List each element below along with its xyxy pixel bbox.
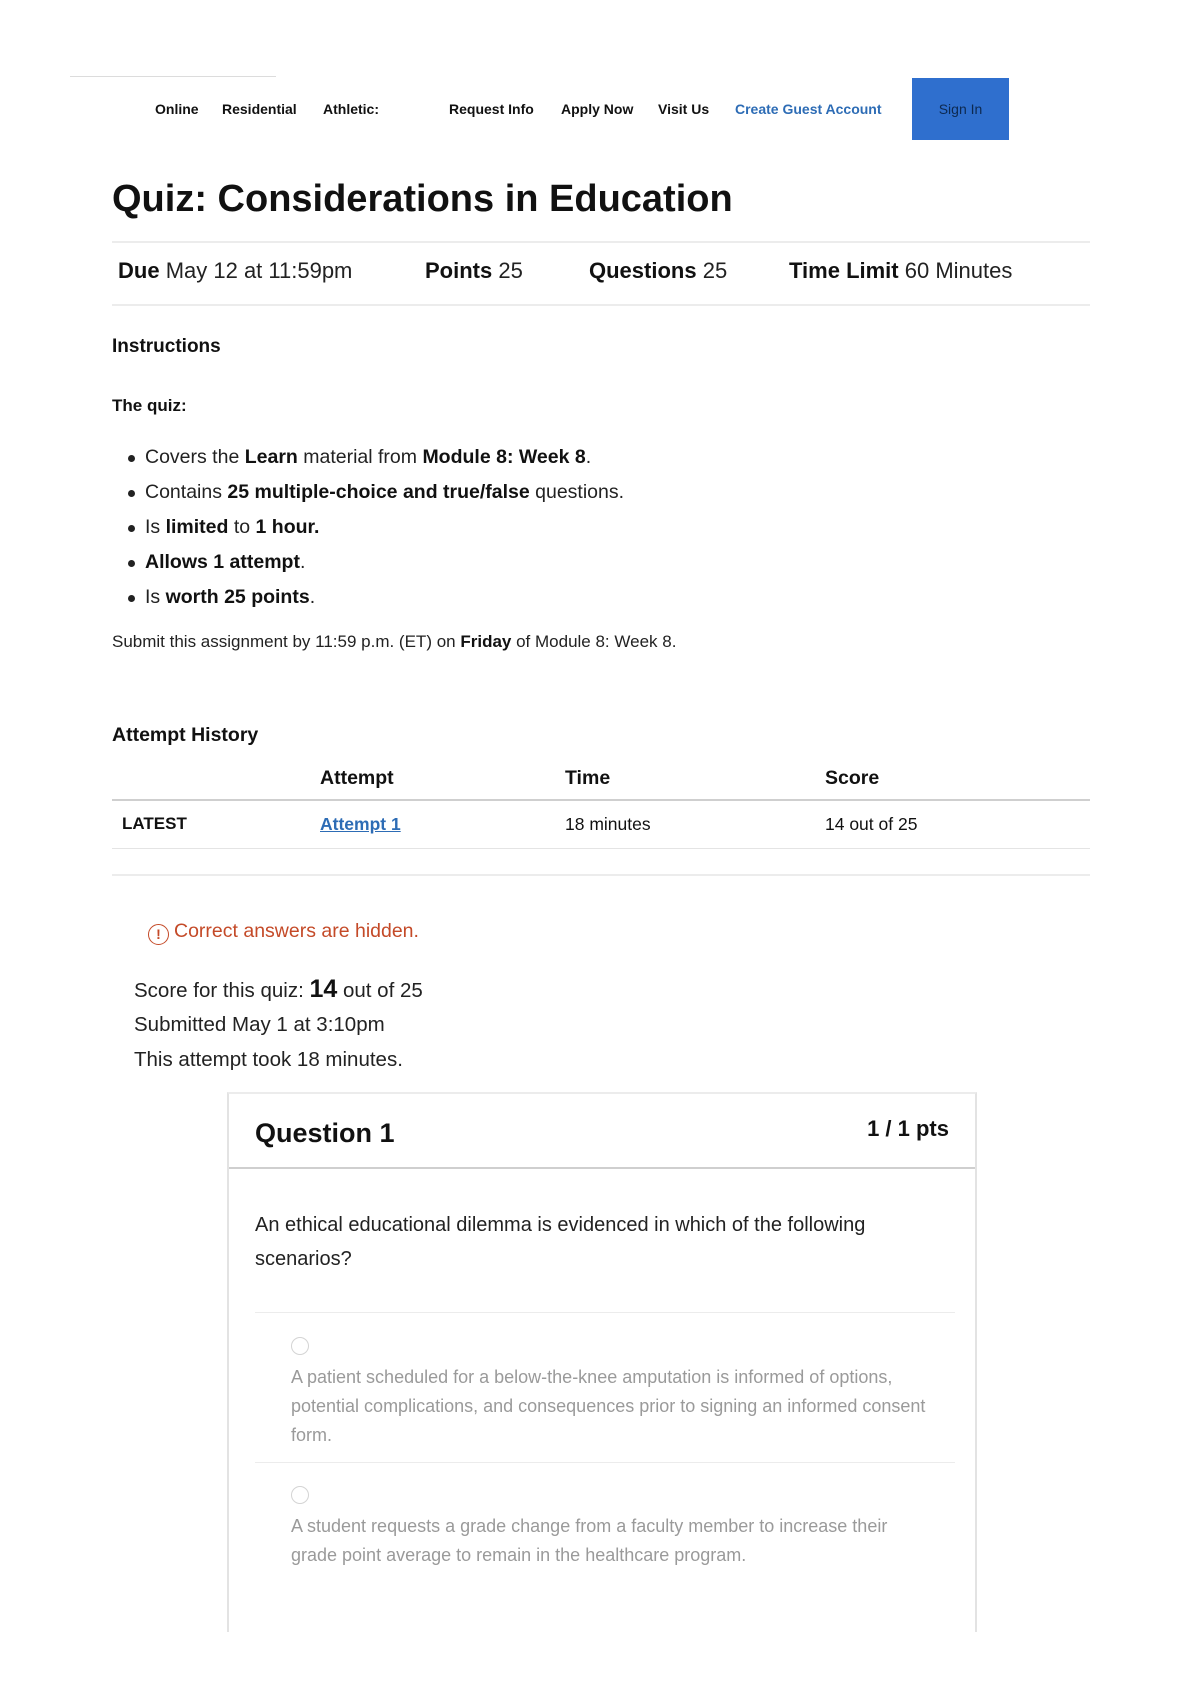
nav-apply-now[interactable]: Apply Now (561, 101, 634, 117)
create-guest-account-link[interactable]: Create Guest Account (735, 101, 882, 117)
list-item: Allows 1 attempt. (126, 545, 624, 580)
due-value: May 12 at 11:59pm (165, 258, 353, 283)
alert-text: Correct answers are hidden. (174, 920, 419, 942)
attempt-history-heading: Attempt History (112, 724, 259, 746)
meta-divider (112, 304, 1090, 306)
list-item: Contains 25 multiple-choice and true/false questions. (126, 475, 624, 510)
nav-request-info[interactable]: Request Info (449, 101, 534, 117)
radio-button[interactable] (291, 1486, 309, 1504)
questions-label: Questions (589, 258, 697, 283)
due-date (118, 258, 352, 284)
attempt-score: 14 out of 25 (825, 800, 1090, 848)
time-limit-value: 60 Minutes (904, 258, 1013, 283)
question-card (227, 1092, 977, 1632)
duration-line: This attempt took 18 minutes. (134, 1048, 403, 1071)
quiz-subheading: The quiz: (112, 396, 187, 415)
table-row (112, 800, 1090, 848)
page-title: Quiz: Considerations in Education (112, 178, 733, 220)
nav-visit-us[interactable]: Visit Us (658, 101, 710, 117)
option-text: A patient scheduled for a below-the-knee amputation is informed of options, potential complications, and consequences prior to signing an informed consent form. (291, 1367, 926, 1445)
answer-option[interactable] (291, 1486, 931, 1570)
latest-label: LATEST (112, 800, 320, 848)
list-item: Is limited to 1 hour. (126, 510, 624, 545)
questions-value: 25 (702, 258, 728, 283)
attempt-time: 18 minutes (565, 800, 825, 848)
submit-deadline: Submit this assignment by 11:59 p.m. (ET) on Friday of Module 8: Week 8. (112, 632, 677, 651)
attempt-history-table (112, 758, 1090, 849)
column-header-empty (112, 758, 320, 800)
answer-option[interactable] (291, 1337, 931, 1450)
quiz-summary (134, 972, 423, 1077)
question-text: An ethical educational dilemma is evidenced in which of the following scenarios? (255, 1214, 866, 1270)
top-divider (70, 76, 276, 77)
column-header-score: Score (825, 758, 1090, 800)
score-line: Score for this quiz: 14 out of 25 (134, 975, 423, 1003)
question-title: Question 1 (255, 1118, 395, 1148)
due-label: Due (118, 258, 160, 283)
nav-online[interactable]: Online (155, 101, 199, 117)
instructions-heading: Instructions (112, 336, 221, 357)
option-text: A student requests a grade change from a faculty member to increase their grade point average to remain in the healthcare program. (291, 1516, 888, 1565)
nav-residential[interactable]: Residential (222, 101, 297, 117)
sign-in-button[interactable]: Sign In (912, 78, 1009, 140)
questions-info (589, 258, 727, 284)
instructions-list (126, 440, 624, 615)
title-divider (112, 241, 1090, 243)
points-value: 25 (498, 258, 523, 283)
list-item: Is worth 25 points. (126, 580, 624, 615)
option-divider (255, 1462, 955, 1463)
nav-athletics[interactable]: Athletic: (323, 101, 379, 117)
attempts-divider (112, 874, 1090, 876)
points-label: Points (425, 258, 493, 283)
question-header (229, 1094, 975, 1169)
attempt-1-link[interactable]: Attempt 1 (320, 813, 401, 834)
column-header-time: Time (565, 758, 825, 800)
time-limit-info (789, 258, 1012, 284)
top-nav (0, 78, 1200, 140)
radio-button[interactable] (291, 1337, 309, 1355)
column-header-attempt: Attempt (320, 758, 565, 800)
question-points: 1 / 1 pts (867, 1116, 949, 1141)
submitted-line: Submitted May 1 at 3:10pm (134, 1013, 385, 1036)
warning-icon: ! (148, 924, 169, 945)
option-divider (255, 1312, 955, 1313)
points-info (425, 258, 523, 284)
list-item: Covers the Learn material from Module 8: Week 8. (126, 440, 624, 475)
score-value: 14 (309, 975, 338, 1003)
time-limit-label: Time Limit (789, 258, 899, 283)
correct-answers-hidden-alert (148, 920, 419, 945)
